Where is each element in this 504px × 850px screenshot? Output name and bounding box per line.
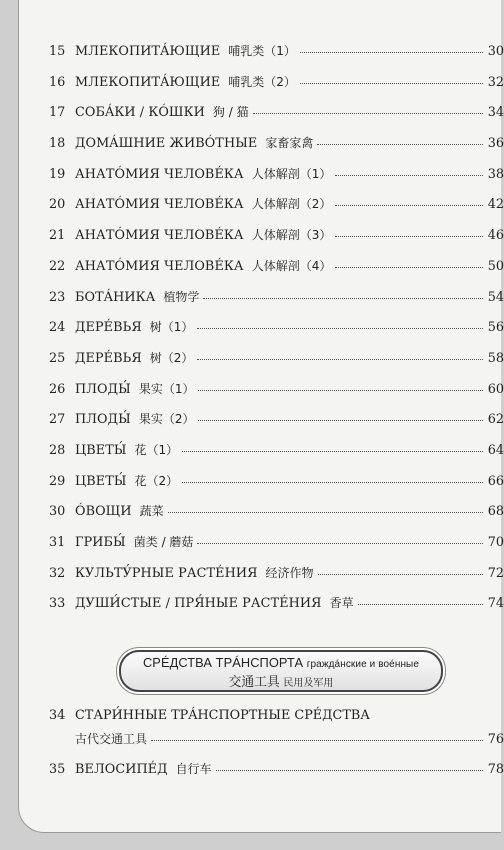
entry-title-zh: 花（2） [134, 473, 179, 488]
entry-title-ru: БОТÁНИКА [75, 289, 156, 305]
entry-number: 31 [49, 535, 66, 550]
dot-leader [182, 481, 483, 483]
entry-title-zh: 人体解剖（1） [251, 166, 332, 181]
dot-leader [182, 450, 483, 452]
entry-page-number: 38 [487, 166, 504, 182]
dot-leader [300, 82, 483, 84]
entry-number: 24 [49, 320, 66, 336]
section-title-ru: СРÉДСТВА ТРÁНСПОРТА [142, 655, 304, 670]
entry-title-ru: МЛЕКОПИТÁЮЩИЕ [75, 74, 221, 90]
entry-number: 17 [49, 105, 66, 121]
entry-page-number: 74 [487, 596, 504, 612]
entry-title-ru: ДОМÁШНИЕ ЖИВÓТНЫЕ [75, 136, 258, 152]
entry-title-zh: 果实（1） [138, 381, 195, 396]
section-subtitle-ru: граждáнские и воéнные [306, 659, 420, 670]
entry-number: 19 [49, 166, 66, 182]
entry-page-number: 76 [487, 732, 504, 747]
dot-leader [197, 542, 483, 544]
toc-entry-33[interactable] [49, 594, 504, 625]
entry-title-ru: ДУШИ́СТЫЕ / ПРЯ́НЫЕ РАСТÉНИЯ [75, 596, 322, 612]
entry-number: 18 [49, 136, 66, 152]
entry-title-zh: 人体解剖（2） [251, 197, 332, 212]
dot-leader [318, 573, 483, 575]
entry-title-ru: ПЛОДЫ́ [75, 381, 131, 397]
section-banner-transport [119, 650, 443, 692]
entry-page-number: 54 [487, 289, 504, 305]
toc-entry-23[interactable] [49, 288, 504, 319]
toc-entry-16[interactable] [49, 73, 504, 104]
toc-entry-24[interactable] [49, 318, 504, 349]
dot-leader [335, 204, 483, 206]
entry-number: 23 [49, 289, 66, 305]
toc-entry-26[interactable] [49, 380, 504, 411]
book-page [18, 0, 504, 833]
entry-title-zh: 植物学 [163, 289, 200, 304]
toc-entry-34[interactable] [49, 708, 504, 747]
entry-page-number: 50 [487, 258, 504, 274]
toc-entry-31[interactable] [49, 533, 504, 564]
entry-page-number: 34 [487, 105, 504, 121]
dot-leader [216, 769, 483, 771]
entry-page-number: 56 [487, 320, 504, 336]
entry-number: 27 [49, 412, 66, 428]
table-of-contents [49, 42, 504, 625]
entry-title-ru: ПЛОДЫ́ [75, 412, 131, 428]
entry-title-zh: 菌类 / 蘑菇 [133, 535, 194, 549]
entry-number: 29 [49, 473, 66, 489]
toc-entry-15[interactable] [49, 42, 504, 73]
entry-title-ru: КУЛЬТУ́РНЫЕ РАСТÉНИЯ [75, 565, 258, 581]
toc-entry-18[interactable] [49, 134, 504, 165]
entry-title-ru: ДЕРÉВЬЯ [75, 350, 142, 366]
toc-entry-19[interactable] [49, 165, 504, 196]
entry-title-zh: 哺乳类（2） [228, 74, 296, 89]
toc-entry-30[interactable] [49, 502, 504, 533]
entry-title-zh: 树（1） [149, 320, 194, 335]
entry-title-zh: 家畜家禽 [265, 136, 314, 151]
entry-page-number: 30 [487, 44, 504, 59]
dot-leader [151, 739, 483, 741]
toc-entry-17[interactable] [49, 103, 504, 134]
entry-title-ru: МЛЕКОПИТÁЮЩИЕ [75, 44, 221, 59]
entry-number: 34 [49, 708, 66, 723]
entry-number: 30 [49, 504, 66, 520]
entry-number: 25 [49, 350, 66, 366]
entry-page-number: 58 [487, 350, 504, 366]
entry-title-zh: 花（1） [134, 442, 179, 457]
entry-title-ru: АНАТÓМИЯ ЧЕЛОВÉКА [75, 166, 244, 182]
entry-number: 33 [49, 596, 66, 612]
dot-leader [198, 419, 483, 421]
entry-title-zh: 树（2） [149, 350, 194, 365]
dot-leader [335, 174, 483, 176]
entry-number: 16 [49, 74, 66, 90]
entry-number: 28 [49, 442, 66, 458]
entry-number: 35 [49, 762, 66, 777]
entry-page-number: 42 [487, 197, 504, 213]
dot-leader [198, 389, 483, 391]
entry-title-zh: 哺乳类（1） [228, 44, 296, 58]
entry-number: 26 [49, 381, 66, 397]
entry-title-ru: ЦВЕТЫ́ [75, 473, 127, 489]
dot-leader [197, 327, 483, 329]
entry-number: 21 [49, 228, 66, 244]
dot-leader [335, 266, 483, 268]
dot-leader [203, 297, 483, 299]
toc-entry-32[interactable] [49, 564, 504, 595]
entry-page-number: 68 [487, 504, 504, 520]
entry-title-ru: АНАТÓМИЯ ЧЕЛОВÉКА [75, 197, 244, 213]
entry-page-number: 60 [487, 381, 504, 397]
entry-number: 15 [49, 44, 66, 59]
entry-title-zh: 蔬菜 [139, 504, 164, 519]
dot-leader [197, 358, 483, 360]
toc-entry-35[interactable] [49, 760, 504, 784]
entry-page-number: 36 [487, 136, 504, 152]
entry-page-number: 62 [487, 412, 504, 428]
entry-title-ru: ÓВОЩИ [75, 504, 132, 520]
entry-page-number: 46 [487, 228, 504, 244]
entry-title-zh: 古代交通工具 [75, 732, 148, 746]
entry-title-zh: 果实（2） [138, 412, 195, 427]
entry-title-zh: 香草 [329, 596, 354, 611]
entry-title-zh: 狗 / 猫 [212, 105, 249, 120]
toc-entry-21[interactable] [49, 226, 504, 257]
entry-title-zh: 经济作物 [265, 565, 314, 580]
entry-page-number: 32 [487, 74, 504, 90]
dot-leader [317, 143, 483, 145]
entry-title-ru: ЦВЕТЫ́ [75, 442, 127, 458]
entry-title-zh: 自行车 [175, 762, 212, 776]
toc-entry-22[interactable] [49, 257, 504, 288]
entry-page-number: 64 [487, 442, 504, 458]
entry-page-number: 66 [487, 473, 504, 489]
entry-number: 32 [49, 565, 66, 581]
entry-title-ru: АНАТÓМИЯ ЧЕЛОВÉКА [75, 228, 244, 244]
entry-title-ru: СТАРИ́ННЫЕ ТРÁНСПОРТНЫЕ СРÉДСТВА [75, 708, 370, 723]
entry-title-ru: АНАТÓМИЯ ЧЕЛОВÉКА [75, 258, 244, 274]
dot-leader [335, 235, 483, 237]
entry-number: 20 [49, 197, 66, 213]
entry-title-ru: ВЕЛОСИПÉД [75, 762, 168, 777]
toc-entry-28[interactable] [49, 441, 504, 472]
dot-leader [300, 51, 483, 53]
entry-title-ru: ГРИБЫ́ [75, 535, 126, 550]
dot-leader [358, 603, 483, 605]
entry-title-zh: 人体解剖（3） [251, 228, 332, 243]
entry-title-ru: ДЕРÉВЬЯ [75, 320, 142, 336]
entry-number: 22 [49, 258, 66, 274]
entry-title-ru: СОБÁКИ / КÓШКИ [75, 105, 205, 121]
toc-entry-25[interactable] [49, 349, 504, 380]
section-title-zh: 交通工具 [228, 674, 280, 689]
section-subtitle-zh: 民用及军用 [283, 678, 334, 689]
toc-entry-29[interactable] [49, 472, 504, 503]
entry-title-zh: 人体解剖（4） [251, 258, 332, 273]
entry-page-number: 78 [487, 762, 504, 777]
dot-leader [253, 112, 483, 114]
entry-page-number: 72 [487, 565, 504, 581]
entry-page-number: 70 [487, 535, 504, 550]
dot-leader [168, 511, 483, 513]
toc-entry-20[interactable] [49, 195, 504, 226]
toc-entry-27[interactable] [49, 410, 504, 441]
